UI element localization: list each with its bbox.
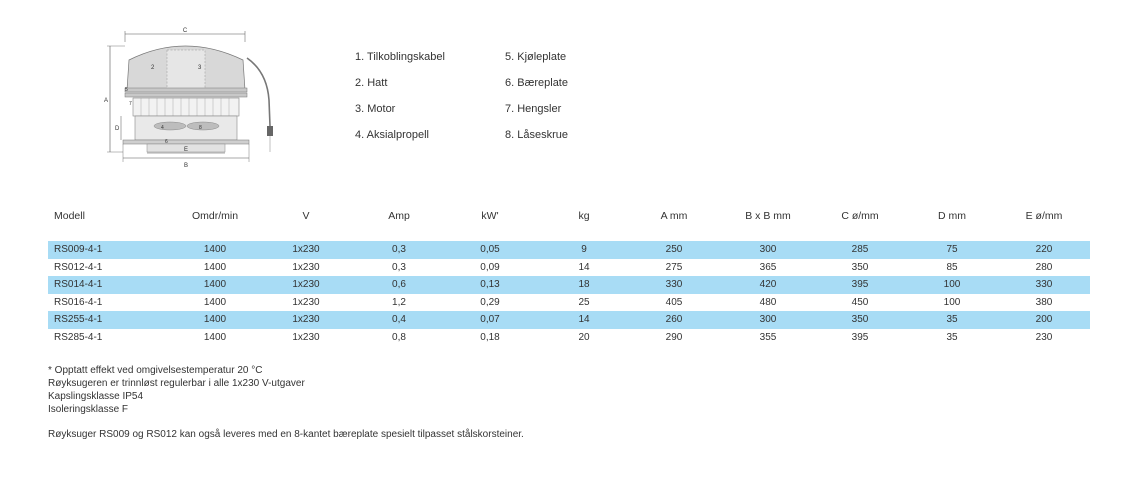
part-label-6: 6 <box>165 139 168 145</box>
table-cell: 275 <box>665 261 683 273</box>
table-cell: 350 <box>851 261 869 273</box>
table-cell: 25 <box>578 296 590 308</box>
table-cell: 330 <box>1035 279 1053 290</box>
table-row <box>48 241 1090 259</box>
table-cell: 300 <box>759 314 777 325</box>
table-cell: RS255-4-1 <box>54 314 103 325</box>
table-cell: 1x230 <box>292 261 320 273</box>
table-cell: 1400 <box>203 244 227 255</box>
dim-label-c: C <box>182 28 188 34</box>
col-header-e: E ø/mm <box>1025 210 1063 222</box>
part-label-8: 8 <box>199 125 202 131</box>
col-header-modell: Modell <box>54 210 85 222</box>
table-cell: 1x230 <box>292 296 320 308</box>
table-cell: 0,18 <box>480 331 500 343</box>
legend-item: 7. Hengsler <box>505 103 562 115</box>
table-row <box>48 294 1090 312</box>
part-label-3: 3 <box>198 65 202 71</box>
note-line: Kapslingsklasse IP54 <box>48 391 144 402</box>
table-cell: 285 <box>851 244 869 255</box>
table-cell: RS016-4-1 <box>54 296 103 308</box>
notes <box>48 364 305 416</box>
fan-dimension-diagram <box>95 22 295 170</box>
table-cell: 0,8 <box>392 331 406 343</box>
table-cell: 200 <box>1035 314 1053 325</box>
table-cell: 480 <box>759 296 777 308</box>
table-cell: 355 <box>759 331 777 343</box>
table-cell: 35 <box>946 314 958 325</box>
col-header-kw: kW' <box>481 210 499 222</box>
table-cell: 85 <box>946 261 958 273</box>
table-cell: RS285-4-1 <box>54 331 103 343</box>
note-line: * Opptatt effekt ved omgivelsestemperatur 20 °C <box>48 365 263 376</box>
col-header-d: D mm <box>938 210 966 222</box>
table-cell: 0,09 <box>480 261 500 273</box>
table-row <box>48 276 1090 294</box>
table-cell: 395 <box>851 279 869 290</box>
table-header-row <box>48 208 1090 226</box>
table-cell: 1400 <box>203 261 227 273</box>
table-cell: 1400 <box>203 331 227 343</box>
table-cell: 0,13 <box>480 279 500 290</box>
table-cell: 1400 <box>203 296 227 308</box>
table-cell: 450 <box>851 296 869 308</box>
table-cell: 365 <box>759 261 777 273</box>
table-cell: 18 <box>578 279 590 290</box>
table-cell: 0,3 <box>392 261 406 273</box>
table-cell: 405 <box>665 296 683 308</box>
col-header-omdr: Omdr/min <box>191 210 239 222</box>
table-cell: 300 <box>759 244 777 255</box>
table-row <box>48 311 1090 329</box>
legend-right <box>505 50 568 154</box>
legend-item: 2. Hatt <box>355 77 388 89</box>
table-cell: 9 <box>581 244 587 255</box>
table-cell: 290 <box>665 331 683 343</box>
legend-item: 6. Bæreplate <box>505 77 568 89</box>
note-line: Røyksugeren er trinnløst regulerbar i alle 1x230 V-utgaver <box>48 378 305 389</box>
table-cell: 260 <box>665 314 683 325</box>
table-row <box>48 259 1090 277</box>
table-cell: 35 <box>946 331 958 343</box>
table-cell: 20 <box>578 331 590 343</box>
part-label-7: 7 <box>129 101 132 107</box>
table-cell: 280 <box>1035 261 1053 273</box>
legend-item: 8. Låseskrue <box>505 129 568 141</box>
part-label-2: 2 <box>151 65 155 71</box>
table-cell: 14 <box>578 261 590 273</box>
dim-label-b: B <box>183 163 189 169</box>
part-label-4: 4 <box>161 125 164 131</box>
table-cell: 1400 <box>203 314 227 325</box>
table-cell: 0,3 <box>392 244 406 255</box>
col-header-kg: kg <box>578 210 590 222</box>
legend-item: 1. Tilkoblingskabel <box>355 51 445 63</box>
legend-left <box>355 50 445 154</box>
table-cell: 0,4 <box>392 314 406 325</box>
dim-label-e: E <box>183 147 189 153</box>
table-cell: 395 <box>851 331 869 343</box>
col-header-a: A mm <box>660 210 688 222</box>
note-line: Isoleringsklasse F <box>48 404 129 415</box>
table-cell: 420 <box>759 279 777 290</box>
col-header-c: C ø/mm <box>841 210 879 222</box>
table-cell: 220 <box>1035 244 1053 255</box>
table-cell: 0,29 <box>480 296 500 308</box>
legend-item: 5. Kjøleplate <box>505 51 567 63</box>
table-cell: 350 <box>851 314 869 325</box>
table-cell: 380 <box>1035 296 1053 308</box>
table-cell: 230 <box>1035 331 1053 343</box>
table-cell: 1x230 <box>292 331 320 343</box>
table-cell: 1x230 <box>292 244 320 255</box>
table-row <box>48 329 1090 347</box>
legend-item: 3. Motor <box>355 103 396 115</box>
table-cell: 1400 <box>203 279 227 290</box>
table-cell: RS012-4-1 <box>54 261 103 273</box>
table-cell: 100 <box>943 279 961 290</box>
table-cell: 0,6 <box>392 279 406 290</box>
table-cell: 250 <box>665 244 683 255</box>
table-cell: 0,05 <box>480 244 500 255</box>
table-cell: 1,2 <box>392 296 406 308</box>
table-cell: 14 <box>578 314 590 325</box>
footnote: Røyksuger RS009 og RS012 kan også leveres med en 8-kantet bæreplate spesielt tilpasset stålskorsteiner. <box>48 429 524 440</box>
table-cell: 330 <box>665 279 683 290</box>
table-cell: 75 <box>946 244 958 255</box>
table-cell: RS014-4-1 <box>54 279 103 290</box>
col-header-bxb: B x B mm <box>745 210 791 222</box>
table-cell: 1x230 <box>292 279 320 290</box>
table-cell: 0,07 <box>480 314 500 325</box>
dim-label-a: A <box>104 98 109 104</box>
table-cell: 1x230 <box>292 314 320 325</box>
legend-item: 4. Aksialpropell <box>355 129 429 141</box>
dim-label-d: D <box>115 126 120 132</box>
col-header-amp: Amp <box>388 210 410 222</box>
spec-table <box>48 208 1090 346</box>
col-header-v: V <box>302 210 310 222</box>
table-cell: 100 <box>943 296 961 308</box>
table-cell: RS009-4-1 <box>54 244 103 255</box>
table-body <box>48 241 1090 346</box>
part-label-5: 5 <box>125 87 128 93</box>
